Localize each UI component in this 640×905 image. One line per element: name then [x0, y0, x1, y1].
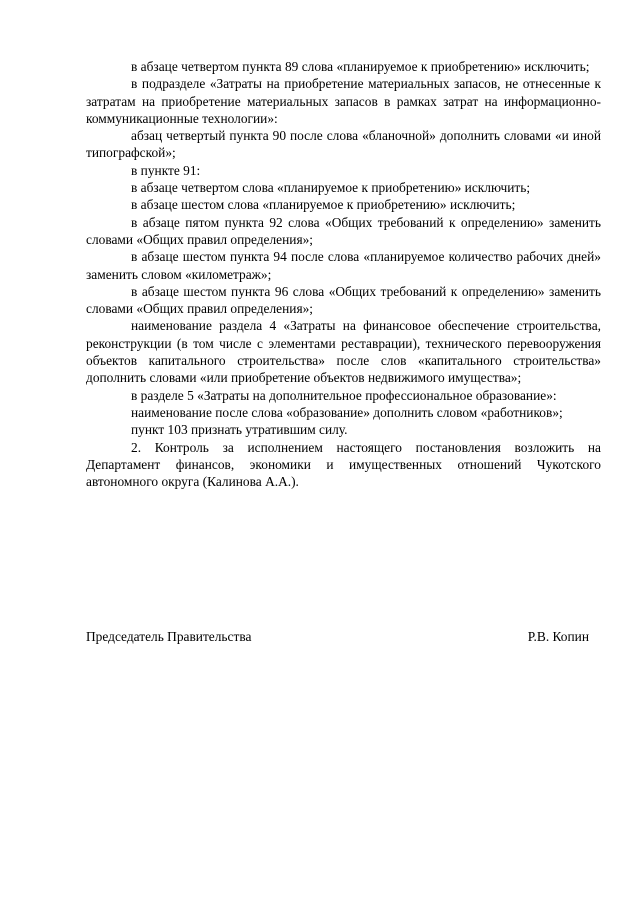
paragraph: в разделе 5 «Затраты на дополнительное профессиональное образование»:	[131, 387, 557, 403]
document-body	[86, 58, 601, 490]
paragraph: в абзаце шестом пункта 96 слова «Общих требований к определению» заменить словами «Общих правил определения»;	[86, 283, 601, 317]
signatory-position: Председатель Правительства	[86, 629, 252, 644]
paragraph: пункт 103 признать утратившим силу.	[131, 422, 348, 438]
paragraph: абзац четвертый пункта 90 после слова «бланочной» дополнить словами «и иной типографской»;	[86, 128, 601, 161]
paragraph: 2. Контроль за исполнением настоящего постановления возложить на Департамент финансов, экономики и имущественных отношений Чукотского автономного округа (Калинова А.А.).	[86, 439, 601, 490]
paragraph: в подразделе «Затраты на приобретение материальных запасов, не отнесенные к затратам на приобретение материальных запасов в рамках затрат на информационно-коммуникационные технологии»:	[86, 76, 601, 126]
paragraph: в абзаце шестом слова «планируемое к приобретению» исключить;	[131, 197, 516, 213]
paragraph: в абзаце четвертом слова «планируемое к приобретению» исключить;	[131, 180, 531, 196]
signature-block	[86, 628, 589, 645]
paragraph: в абзаце четвертом пункта 89 слова «планируемое к приобретению» исключить;	[131, 59, 590, 74]
paragraph: в абзаце шестом пункта 94 после слова «планируемое количество рабочих дней» заменить словом «километраж»;	[86, 249, 601, 282]
paragraph: наименование после слова «образование» дополнить словом «работников»;	[131, 404, 563, 420]
paragraph: наименование раздела 4 «Затраты на финансовое обеспечение строительства, реконструкции (в том числе с элементами реставрации), технического перевооружения объектов капитального строительства» после слов «капитального строительства» дополнить словами «или приобретение объектов недвижимого имущества»;	[86, 318, 601, 386]
signatory-name: Р.В. Копин	[527, 629, 589, 644]
paragraph: в пункте 91:	[131, 162, 201, 178]
paragraph: в абзаце пятом пункта 92 слова «Общих требований к определению» заменить словами «Общих правил определения»;	[86, 214, 601, 247]
